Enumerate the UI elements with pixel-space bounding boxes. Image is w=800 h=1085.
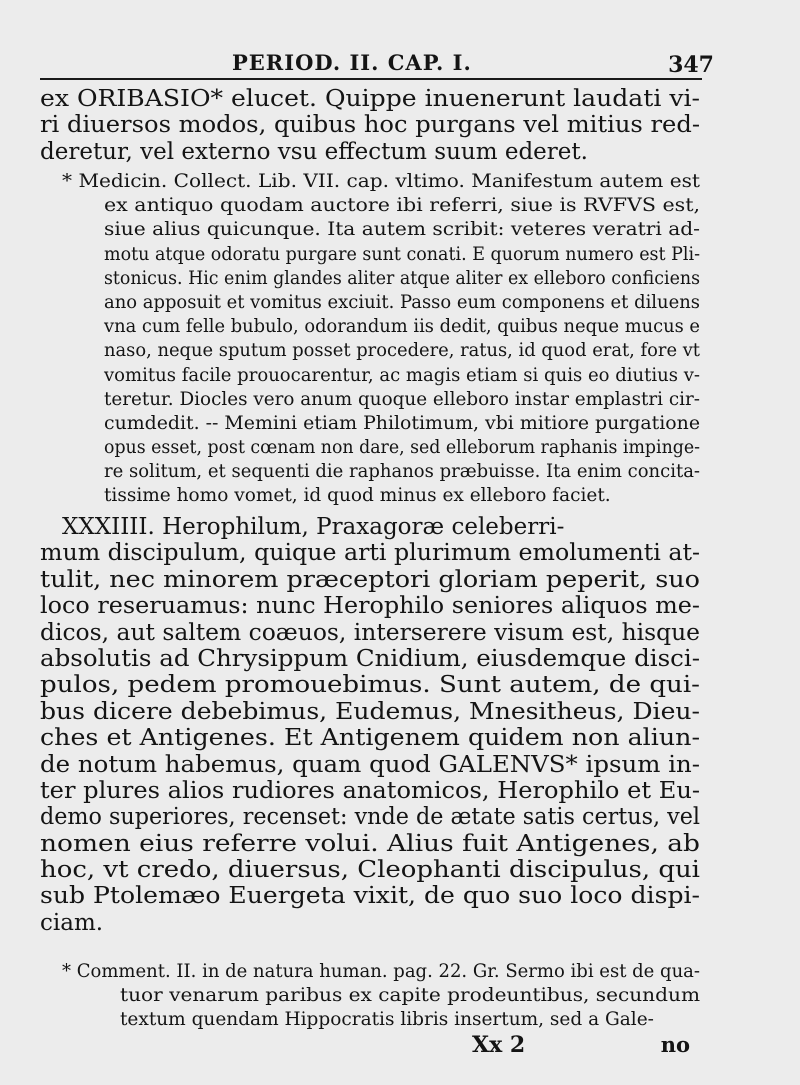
- footnote-line: opus esset, post cœnam non dare, sed elleborum raphanis impinge-: [104, 437, 700, 459]
- catchword: no: [660, 1032, 690, 1057]
- text-line: pulos, pedem promouebimus. Sunt autem, de qui-: [40, 672, 700, 699]
- footnote-line: siue alius quicunque. Ita autem scribit: veteres veratri ad-: [104, 219, 700, 241]
- text-line: tulit, nec minorem præceptori gloriam peperit, suo: [40, 566, 700, 593]
- text-line: loco reseruamus: nunc Herophilo seniores aliquos me-: [40, 593, 700, 620]
- running-head: PERIOD. II. CAP. I.: [232, 50, 472, 75]
- footnote-galenus: [40, 960, 700, 1033]
- text-line: ter plures alios rudiores anatomicos, Herophilo et Eu-: [40, 777, 701, 804]
- footnote-line: re solitum, et sequenti die raphanos præbuisse. Ita enim concita-: [104, 461, 700, 483]
- page-footer: [40, 1030, 700, 1060]
- text-line: sub Ptolemæo Euergeta vixit, de quo suo loco dispi-: [40, 883, 700, 910]
- section-xxxiiii: [40, 514, 700, 936]
- section-heading-line: XXXIIII. Herophilum, Praxagoræ celeberri-: [62, 514, 565, 540]
- footnote-line: vomitus facile prouocarentur, ac magis etiam si quis eo diutius v-: [104, 364, 700, 386]
- text-line: nomen eius referre volui. Alius fuit Antigenes, ab: [40, 830, 700, 857]
- text-line: bus dicere debebimus, Eudemus, Mnesitheus, Dieu-: [40, 698, 700, 725]
- page-header: [40, 50, 714, 80]
- top-paragraph: [40, 86, 700, 165]
- text-line: mum discipulum, quique arti plurimum emolumenti at-: [40, 540, 701, 567]
- page-number: 347: [668, 52, 714, 78]
- footnote-line: * Medicin. Collect. Lib. VII. cap. vltimo. Manifestum autem est: [62, 171, 700, 192]
- footnote-line: stonicus. Hic enim glandes aliter atque aliter ex elleboro conficiens: [104, 267, 700, 289]
- footnote-oribasius: [40, 170, 700, 509]
- footnote-line: * Comment. II. in de natura human. pag. 22. Gr. Sermo ibi est de qua-: [62, 961, 700, 982]
- footnote-line: vna cum felle bubulo, odorandum iis dedit, quibus neque mucus e: [104, 316, 700, 338]
- text-line: ciam.: [40, 909, 104, 936]
- text-line: ri diuersos modos, quibus hoc purgans vel mitius red-: [40, 112, 700, 139]
- footnote-line: naso, neque sputum posset procedere, ratus, id quod erat, fore vt: [104, 340, 700, 362]
- text-line: dicos, aut saltem coæuos, interserere visum est, hisque: [40, 619, 700, 646]
- text-line: hoc, vt credo, diuersus, Cleophanti discipulus, qui: [40, 857, 700, 884]
- footnote-line: tissime homo vomet, id quod minus ex elleboro faciet.: [104, 485, 611, 507]
- text-line: ches et Antigenes. Et Antigenem quidem non aliun-: [40, 725, 700, 752]
- text-line: ex ORIBASIO* elucet. Quippe inuenerunt laudati vi-: [40, 86, 700, 112]
- footnote-line: teretur. Diocles vero anum quoque elleboro instar emplastri cir-: [104, 388, 700, 410]
- signature-mark: Xx 2: [472, 1032, 526, 1058]
- footnote-line: motu atque odoratu purgare sunt conati. E quorum numero est Pli-: [104, 243, 700, 265]
- footnote-line: textum quendam Hippocratis libris insertum, sed a Gale-: [120, 1009, 654, 1031]
- text-line: demo superiores, recenset: vnde de ætate satis certus, vel: [40, 804, 700, 831]
- text-line: absolutis ad Chrysippum Cnidium, eiusdemque disci-: [40, 645, 700, 672]
- footnote-line: ex antiquo quodam auctore ibi referri, siue is RVFVS est,: [104, 195, 700, 217]
- footnote-line: tuor venarum paribus ex capite prodeuntibus, secundum: [120, 985, 700, 1007]
- text-line: de notum habemus, quam quod GALENVS* ipsum in-: [40, 751, 700, 778]
- footnote-line: cumdedit. -- Memini etiam Philotimum, vbi mitiore purgatione: [104, 412, 700, 434]
- text-line: deretur, vel externo vsu effectum suum ederet.: [40, 138, 588, 165]
- footnote-line: ano apposuit et vomitus exciuit. Passo eum componens et diluens: [104, 291, 700, 313]
